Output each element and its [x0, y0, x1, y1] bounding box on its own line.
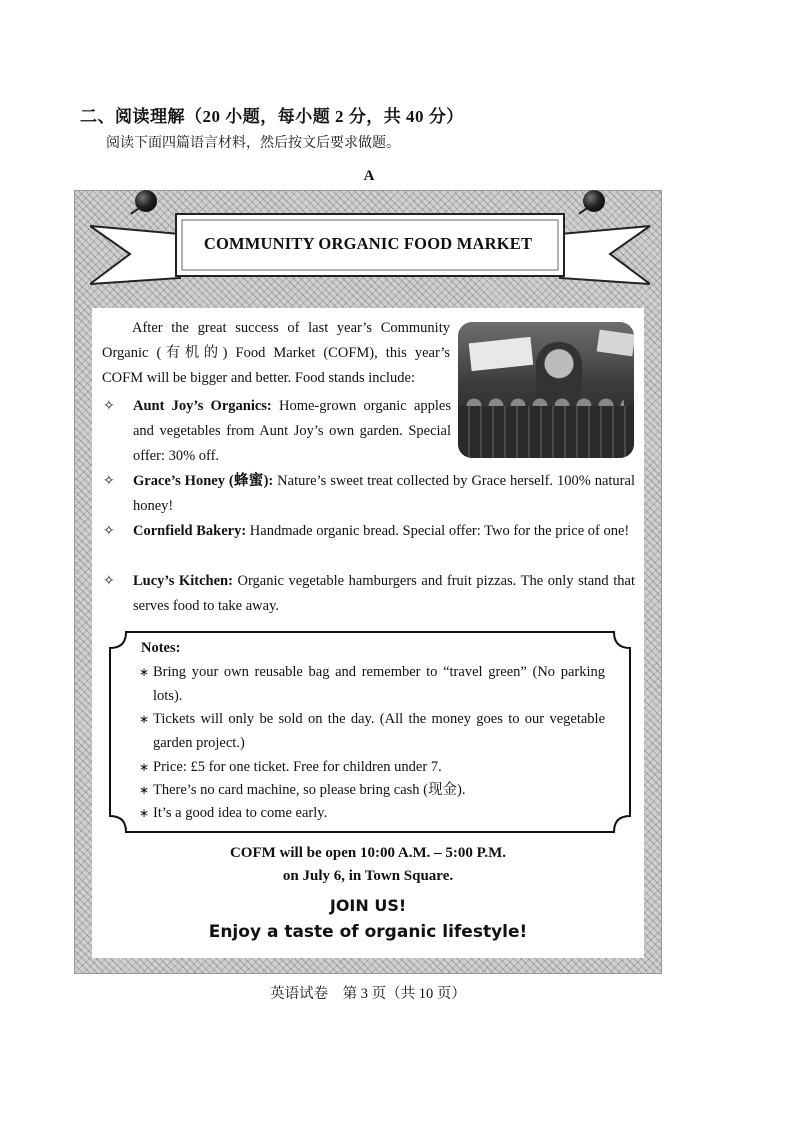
open-place: on July 6, in Town Square.: [282, 868, 454, 884]
intro-paragraph: After the great success of last year’s Community Organic (有机的) Food Market (COFM), this year’s COFM will be bigger and better. Food stands include:: [102, 320, 450, 386]
stand-desc: Home-grown organic apples and vegetables from Aunt Joy’s own garden. Special offer: 30% off.: [133, 398, 451, 464]
page-footer: 英语试卷 第 3 页（共 10 页）: [270, 986, 466, 1002]
asterisk-icon: ∗: [139, 665, 150, 679]
note-text: Price: £5 for one ticket. Free for children under 7.: [153, 759, 442, 775]
poster-title: COMMUNITY ORGANIC FOOD MARKET: [203, 234, 533, 253]
diamond-star-icon: ✧: [103, 523, 115, 539]
market-photo: [458, 322, 634, 458]
diamond-star-icon: ✧: [103, 398, 115, 414]
diamond-star-icon: ✧: [103, 473, 115, 489]
section-instruction: 阅读下面四篇语言材料，然后按文后要求做题。: [106, 136, 400, 151]
asterisk-icon: ∗: [139, 712, 150, 726]
stand-desc: Nature’s sweet treat collected by Grace herself. 100% natural honey!: [133, 473, 635, 514]
asterisk-icon: ∗: [139, 783, 150, 797]
note-text: It’s a good idea to come early.: [153, 805, 328, 821]
part-letter: A: [363, 168, 375, 184]
stand-name: Aunt Joy’s Organics:: [133, 398, 272, 414]
open-time: COFM will be open 10:00 A.M. – 5:00 P.M.: [229, 845, 507, 861]
stand-name: Grace’s Honey: [133, 473, 225, 489]
notes-heading: Notes:: [141, 640, 181, 656]
asterisk-icon: ∗: [139, 806, 150, 820]
asterisk-icon: ∗: [139, 760, 150, 774]
section-heading: 二、阅读理解（20 小题，每小题 2 分，共 40 分）: [80, 107, 464, 126]
note-text: There’s no card machine, so please bring cash (现金).: [153, 782, 466, 798]
stand-desc: Handmade organic bread. Special offer: Two for the price of one!: [246, 523, 630, 539]
stand-name: Cornfield Bakery:: [133, 523, 247, 539]
join-heading: JOIN US!: [329, 896, 407, 915]
note-text: Tickets will only be sold on the day. (All the money goes to our vegetable garden project.): [153, 711, 605, 751]
diamond-star-icon: ✧: [103, 573, 115, 589]
stand-name: Lucy’s Kitchen:: [133, 573, 233, 589]
stand-name-suffix: (蜂蜜):: [224, 473, 274, 489]
slogan: Enjoy a taste of organic lifestyle!: [208, 922, 528, 942]
note-text: Bring your own reusable bag and remember to “travel green” (No parking lots).: [153, 664, 605, 704]
stand-desc: Organic vegetable hamburgers and fruit pizzas. The only stand that serves food to take away.: [133, 573, 635, 614]
